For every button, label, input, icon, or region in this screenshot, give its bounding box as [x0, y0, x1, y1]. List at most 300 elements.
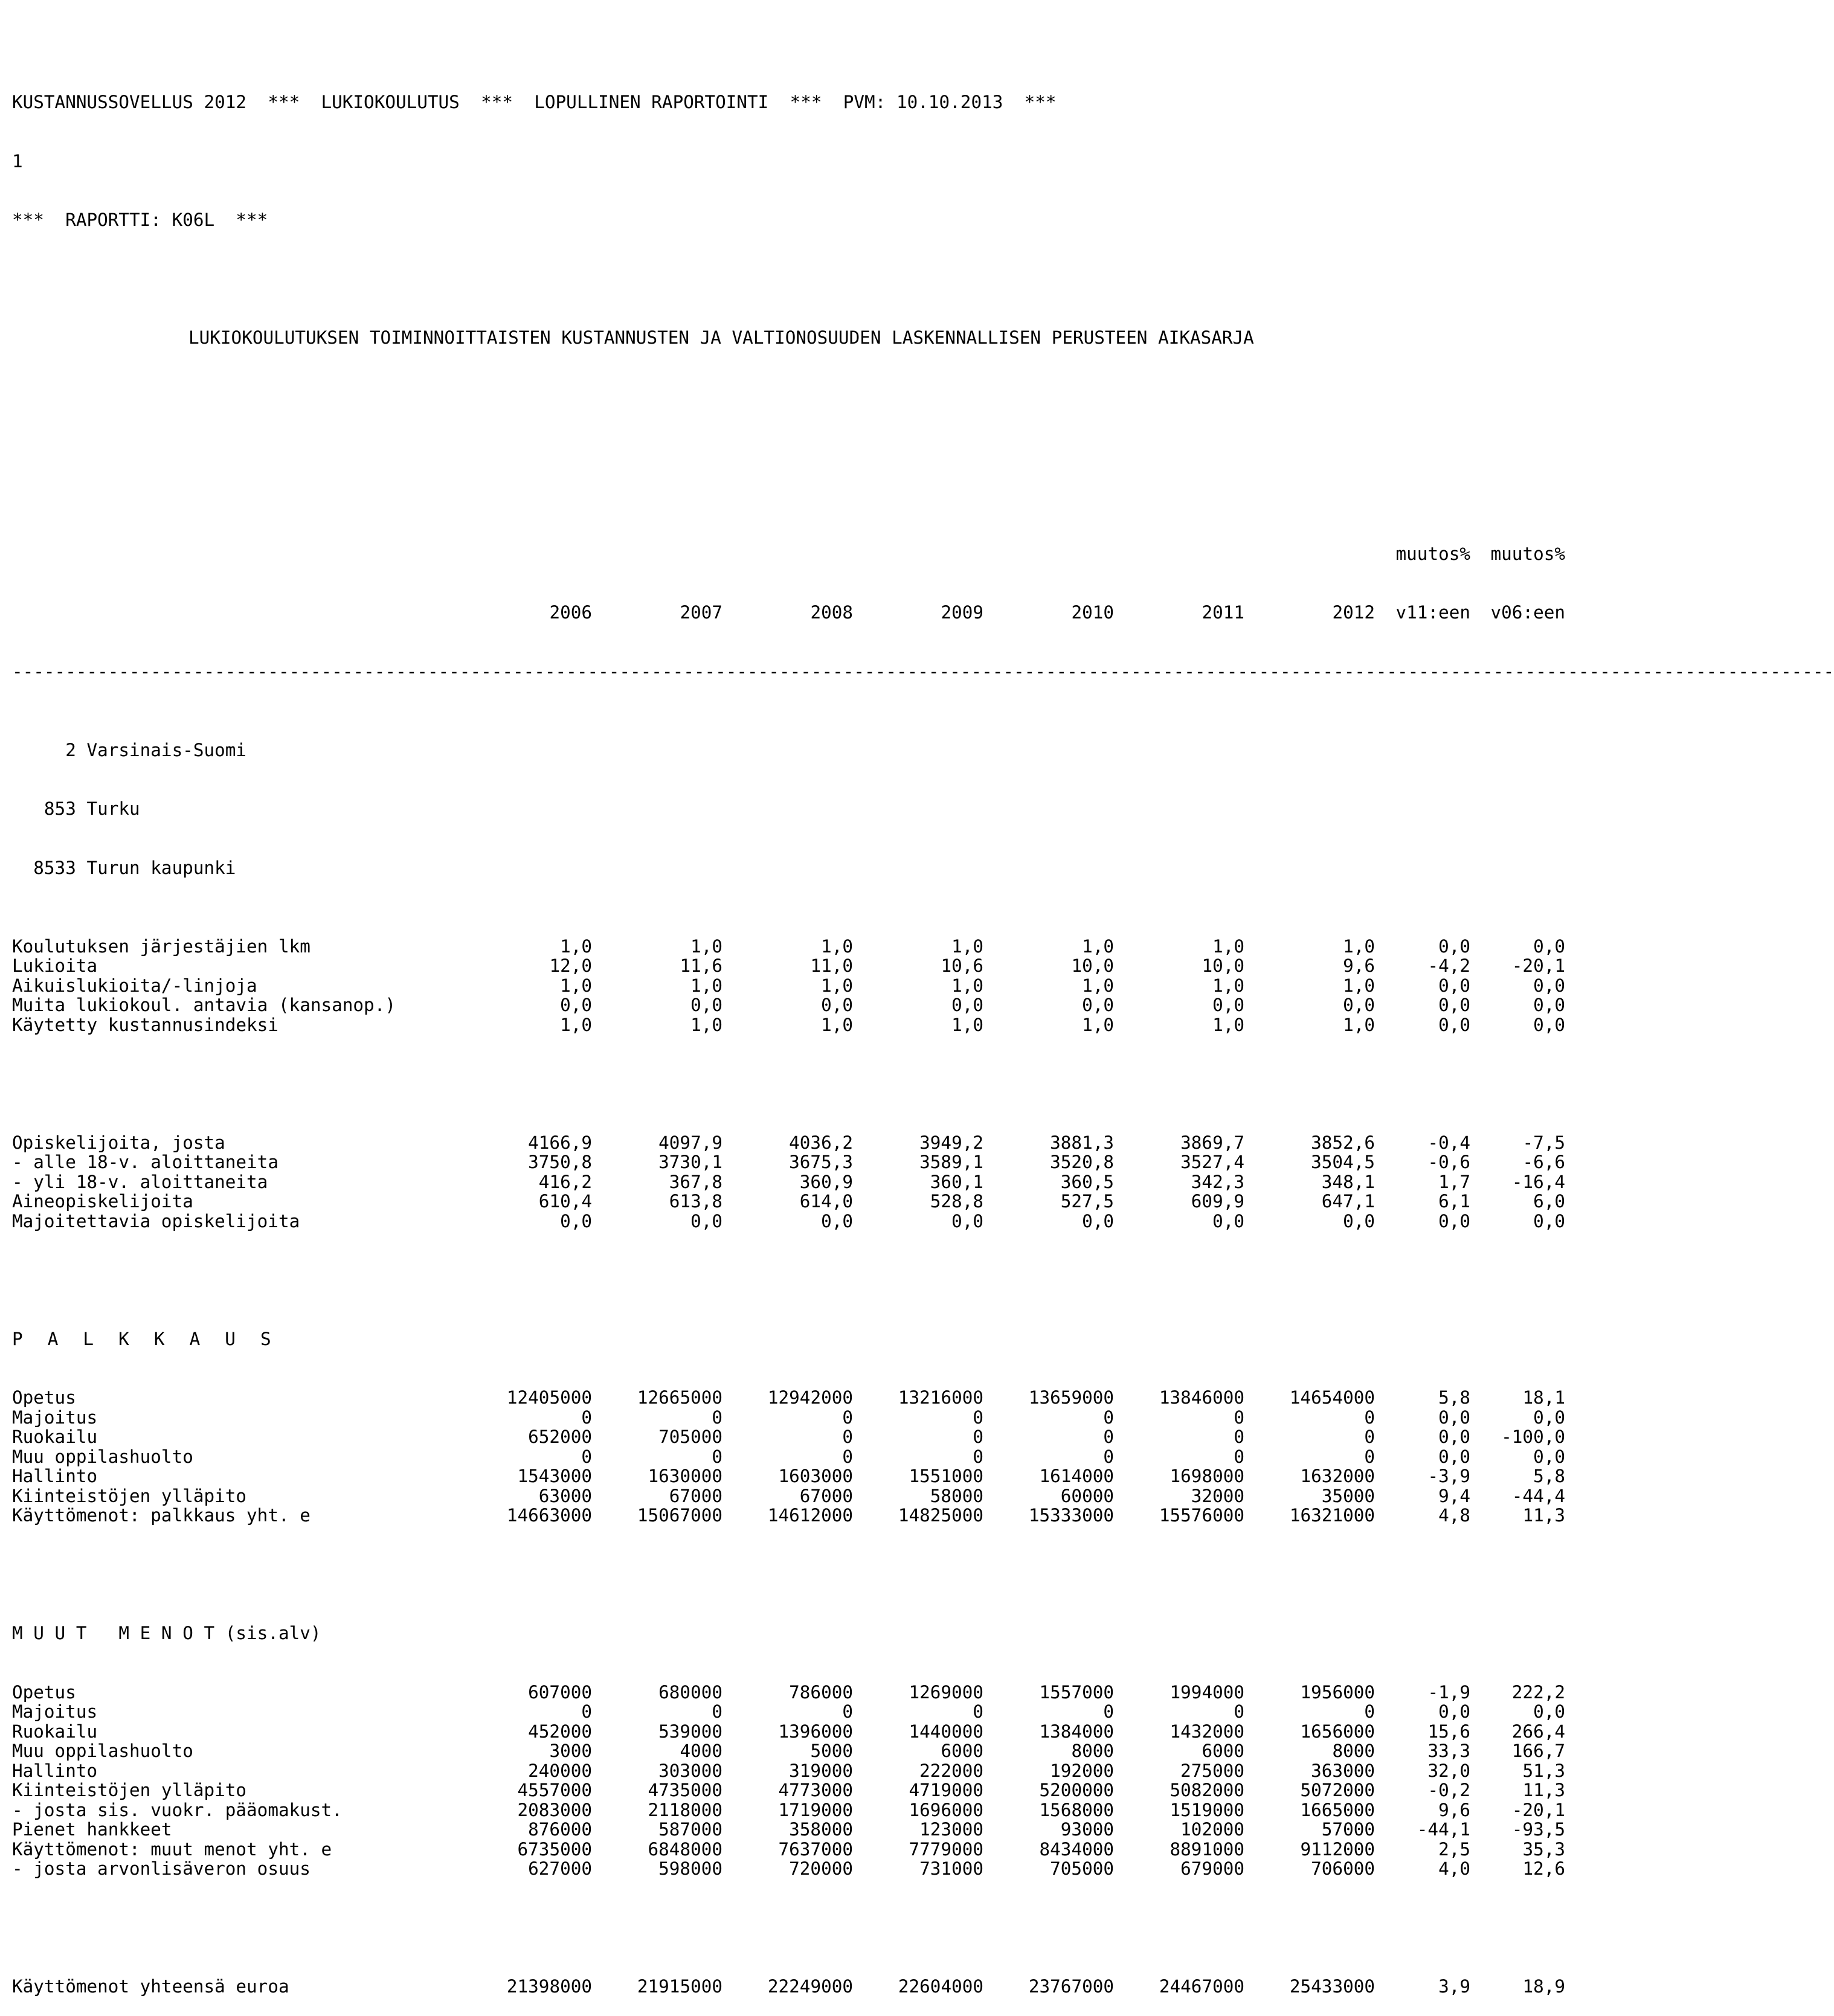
cell-value: 10,0: [1202, 955, 1244, 976]
cell-value: 1440000: [909, 1721, 983, 1742]
row-label: Hallinto: [12, 1760, 98, 1781]
total-row: [12, 1977, 1565, 1997]
cell-value: 0: [1364, 1407, 1375, 1428]
cell-value: -3,9: [1427, 1466, 1470, 1486]
cell-value: 1,0: [560, 936, 592, 957]
row-label: Muu oppilashuolto: [12, 1741, 193, 1761]
cell-value: 4557000: [517, 1780, 592, 1800]
cell-value: 0: [1103, 1407, 1114, 1428]
cell-value: 731000: [919, 1858, 983, 1879]
cell-value: 647,1: [1321, 1191, 1375, 1212]
cell-value: -6,6: [1522, 1152, 1565, 1172]
cell-value: 15333000: [1028, 1505, 1114, 1526]
year-col: 2012: [1332, 602, 1375, 623]
table-row: [12, 1741, 1565, 1761]
cell-value: 18,9: [1522, 1976, 1565, 1997]
cell-value: 679000: [1180, 1858, 1244, 1879]
row-label: Opetus: [12, 1681, 76, 1703]
cell-value: 1519000: [1170, 1799, 1244, 1820]
cell-value: 1696000: [909, 1799, 983, 1820]
cell-value: 5200000: [1039, 1780, 1114, 1800]
cell-value: 1,0: [690, 1014, 722, 1035]
cell-value: 6735000: [517, 1838, 592, 1860]
block-total: [12, 1977, 1565, 1997]
cell-value: 0,0: [560, 995, 592, 1015]
cell-value: -16,4: [1511, 1171, 1565, 1192]
cell-value: -20,1: [1511, 955, 1565, 976]
cell-value: 786000: [789, 1681, 853, 1703]
cell-value: 0,0: [1438, 1014, 1470, 1035]
cell-value: 5072000: [1300, 1780, 1375, 1800]
table-row: [12, 1212, 1565, 1231]
cell-value: 1269000: [909, 1681, 983, 1703]
block-muut-menot: [12, 1683, 1565, 1879]
row-label: Kiinteistöjen ylläpito: [12, 1780, 247, 1800]
cell-value: 1632000: [1300, 1466, 1375, 1486]
cell-value: 0,0: [1438, 1427, 1470, 1447]
cell-value: 3949,2: [919, 1132, 983, 1153]
row-label: Kiinteistöjen ylläpito: [12, 1485, 247, 1506]
cell-value: 1698000: [1170, 1466, 1244, 1486]
cell-value: 7779000: [909, 1838, 983, 1860]
cell-value: 0: [1364, 1446, 1375, 1467]
cell-value: 319000: [789, 1760, 853, 1781]
cell-value: -0,6: [1427, 1152, 1470, 1172]
cell-value: -4,2: [1427, 955, 1470, 976]
cell-value: 6,0: [1533, 1191, 1565, 1212]
cell-value: 1614000: [1039, 1466, 1114, 1486]
cell-value: 1,7: [1438, 1171, 1470, 1192]
cell-value: 11,3: [1522, 1780, 1565, 1800]
cell-value: 1,0: [821, 1014, 853, 1035]
cell-value: 9,4: [1438, 1485, 1470, 1506]
cell-value: 11,6: [680, 955, 722, 976]
cell-value: 13659000: [1028, 1387, 1114, 1408]
table-row: [12, 1840, 1565, 1860]
cell-value: 1396000: [778, 1721, 853, 1742]
region-line: 853 Turku: [12, 798, 140, 819]
cell-value: 0,0: [1438, 1407, 1470, 1428]
cell-value: 18,1: [1522, 1387, 1565, 1408]
cell-value: 1551000: [909, 1466, 983, 1486]
cell-value: 0: [973, 1446, 983, 1467]
row-label: Käytetty kustannusindeksi: [12, 1014, 278, 1035]
row-label: - alle 18-v. aloittaneita: [12, 1152, 278, 1172]
column-header: [12, 603, 1565, 623]
cell-value: 1432000: [1170, 1721, 1244, 1742]
cell-value: 5000: [810, 1741, 853, 1761]
cell-value: 102000: [1180, 1819, 1244, 1840]
table-row: [12, 1800, 1565, 1820]
table-row: [12, 1192, 1565, 1212]
cell-value: 0: [712, 1701, 722, 1722]
cell-value: 342,3: [1191, 1171, 1244, 1192]
cell-value: 598000: [658, 1858, 722, 1879]
cell-value: -0,2: [1427, 1780, 1470, 1800]
cell-value: 1,0: [690, 975, 722, 996]
row-label: Käyttömenot: palkkaus yht. e: [12, 1505, 310, 1526]
cell-value: 4719000: [909, 1780, 983, 1800]
cell-value: 93000: [1060, 1819, 1114, 1840]
table-row: [12, 1761, 1565, 1781]
cell-value: 0: [973, 1427, 983, 1447]
cell-value: 1568000: [1039, 1799, 1114, 1820]
cell-value: 8434000: [1039, 1838, 1114, 1860]
table-row: [12, 1506, 1565, 1526]
cell-value: 360,5: [1060, 1171, 1114, 1192]
cell-value: 5,8: [1438, 1387, 1470, 1408]
cell-value: 1,0: [951, 936, 983, 957]
cell-value: 0: [1103, 1446, 1114, 1467]
cell-value: 35000: [1321, 1485, 1375, 1506]
report: [12, 53, 1834, 2016]
block-basic-info: [12, 937, 1565, 1035]
cell-value: 1,0: [1343, 975, 1375, 996]
muutos1-top: muutos%: [1395, 543, 1470, 564]
row-label: Käyttömenot yhteensä euroa: [12, 1976, 289, 1997]
cell-value: 0,0: [951, 1210, 983, 1231]
cell-value: 14612000: [767, 1505, 853, 1526]
cell-value: 21915000: [637, 1976, 722, 1997]
cell-value: 3881,3: [1050, 1132, 1114, 1153]
cell-value: 1956000: [1300, 1681, 1375, 1703]
table-row: [12, 956, 1565, 976]
table-row: [12, 976, 1565, 996]
cell-value: 1,0: [560, 1014, 592, 1035]
table-row: [12, 1152, 1565, 1172]
row-label: Opetus: [12, 1387, 76, 1408]
year-col: 2009: [941, 602, 983, 623]
cell-value: 3520,8: [1050, 1152, 1114, 1172]
cell-value: 0: [842, 1407, 853, 1428]
cell-value: 24467000: [1159, 1976, 1244, 1997]
header-line-3: *** RAPORTTI: K06L ***: [12, 210, 268, 230]
cell-value: 4,0: [1438, 1858, 1470, 1879]
cell-value: 527,5: [1060, 1191, 1114, 1212]
cell-value: 0,0: [1533, 1014, 1565, 1035]
cell-value: 539000: [658, 1721, 722, 1742]
cell-value: 1,0: [821, 975, 853, 996]
cell-value: 7637000: [778, 1838, 853, 1860]
cell-value: 222000: [919, 1760, 983, 1781]
cell-value: 6000: [1202, 1741, 1244, 1761]
table-row: [12, 937, 1565, 957]
cell-value: -1,9: [1427, 1681, 1470, 1703]
cell-value: 15576000: [1159, 1505, 1244, 1526]
muutos1-col: v11:een: [1395, 602, 1470, 623]
cell-value: 67000: [669, 1485, 722, 1506]
cell-value: 0: [712, 1407, 722, 1428]
cell-value: -7,5: [1522, 1132, 1565, 1153]
cell-value: 21398000: [506, 1976, 592, 1997]
cell-value: 14663000: [506, 1505, 592, 1526]
cell-value: 6848000: [648, 1838, 722, 1860]
row-label: Majoitettavia opiskelijoita: [12, 1210, 300, 1231]
row-label: Hallinto: [12, 1466, 98, 1486]
cell-value: 0: [1234, 1446, 1244, 1467]
region-line: 8533 Turun kaupunki: [12, 857, 236, 878]
cell-value: 266,4: [1511, 1721, 1565, 1742]
row-label: Aikuislukioita/-linjoja: [12, 975, 257, 996]
cell-value: 4773000: [778, 1780, 853, 1800]
cell-value: 240000: [528, 1760, 592, 1781]
cell-value: 720000: [789, 1858, 853, 1879]
cell-value: 12,0: [549, 955, 592, 976]
table-row: [12, 1447, 1565, 1467]
cell-value: 587000: [658, 1819, 722, 1840]
cell-value: 1994000: [1170, 1681, 1244, 1703]
cell-value: 5,8: [1533, 1466, 1565, 1486]
cell-value: 0,0: [1212, 995, 1244, 1015]
row-label: - josta sis. vuokr. pääomakust.: [12, 1799, 343, 1820]
cell-value: 360,1: [930, 1171, 983, 1192]
cell-value: 876000: [528, 1819, 592, 1840]
table-row: [12, 1820, 1565, 1840]
cell-value: 4097,9: [658, 1132, 722, 1153]
cell-value: 4000: [680, 1741, 722, 1761]
cell-value: 58000: [930, 1485, 983, 1506]
row-label: Käyttömenot: muut menot yht. e: [12, 1838, 332, 1860]
cell-value: 363000: [1311, 1760, 1375, 1781]
cell-value: 0,0: [1438, 1701, 1470, 1722]
cell-value: 8000: [1332, 1741, 1375, 1761]
cell-value: 3869,7: [1180, 1132, 1244, 1153]
cell-value: 1,0: [1082, 936, 1114, 957]
year-col: 2011: [1202, 602, 1244, 623]
cell-value: 1,0: [951, 1014, 983, 1035]
cell-value: 0,0: [1082, 995, 1114, 1015]
cell-value: 11,3: [1522, 1505, 1565, 1526]
cell-value: 67000: [799, 1485, 853, 1506]
cell-value: 0,0: [1533, 975, 1565, 996]
table-row: [12, 1859, 1565, 1879]
cell-value: 1,0: [1343, 1014, 1375, 1035]
cell-value: 35,3: [1522, 1838, 1565, 1860]
cell-value: 0: [1364, 1701, 1375, 1722]
cell-value: 0,0: [1533, 1407, 1565, 1428]
row-label: Muita lukiokoul. antavia (kansanop.): [12, 995, 396, 1015]
cell-value: 0: [973, 1701, 983, 1722]
cell-value: 1,0: [821, 936, 853, 957]
cell-value: 0,0: [1438, 1446, 1470, 1467]
cell-value: -20,1: [1511, 1799, 1565, 1820]
cell-value: 4036,2: [789, 1132, 853, 1153]
cell-value: 13846000: [1159, 1387, 1244, 1408]
cell-value: 3589,1: [919, 1152, 983, 1172]
cell-value: 222,2: [1511, 1681, 1565, 1703]
table-row: [12, 1466, 1565, 1486]
cell-value: 3730,1: [658, 1152, 722, 1172]
cell-value: 33,3: [1427, 1741, 1470, 1761]
row-label: Opiskelijoita, josta: [12, 1132, 225, 1153]
cell-value: 1,0: [1212, 975, 1244, 996]
year-col: 2008: [810, 602, 853, 623]
cell-value: 358000: [789, 1819, 853, 1840]
cell-value: 57000: [1321, 1819, 1375, 1840]
cell-value: 15,6: [1427, 1721, 1470, 1742]
cell-value: 60000: [1060, 1485, 1114, 1506]
cell-value: 5082000: [1170, 1780, 1244, 1800]
cell-value: 11,0: [810, 955, 853, 976]
cell-value: 23767000: [1028, 1976, 1114, 1997]
cell-value: 0,0: [560, 1210, 592, 1231]
cell-value: 1665000: [1300, 1799, 1375, 1820]
cell-value: 3000: [549, 1741, 592, 1761]
cell-value: 123000: [919, 1819, 983, 1840]
cell-value: 0: [1103, 1701, 1114, 1722]
cell-value: 1603000: [778, 1466, 853, 1486]
row-label: Lukioita: [12, 955, 98, 976]
cell-value: 12665000: [637, 1387, 722, 1408]
cell-value: 51,3: [1522, 1760, 1565, 1781]
cell-value: -100,0: [1501, 1427, 1565, 1447]
cell-value: 4735000: [648, 1780, 722, 1800]
cell-value: 275000: [1180, 1760, 1244, 1781]
cell-value: 0: [1234, 1427, 1244, 1447]
cell-value: 6,1: [1438, 1191, 1470, 1212]
cell-value: 0,0: [690, 1210, 722, 1231]
muutos2-top: muutos%: [1490, 543, 1565, 564]
cell-value: 1719000: [778, 1799, 853, 1820]
cell-value: 4,8: [1438, 1505, 1470, 1526]
table-row: [12, 1722, 1565, 1742]
cell-value: 0,0: [1212, 1210, 1244, 1231]
cell-value: 1,0: [1082, 1014, 1114, 1035]
cell-value: 8000: [1071, 1741, 1114, 1761]
cell-value: 12942000: [767, 1387, 853, 1408]
cell-value: 0,0: [1343, 1210, 1375, 1231]
cell-value: 0,0: [1438, 936, 1470, 957]
cell-value: 25433000: [1289, 1976, 1375, 1997]
cell-value: 1,0: [690, 936, 722, 957]
muutos2-col: v06:een: [1490, 602, 1565, 623]
cell-value: 680000: [658, 1681, 722, 1703]
cell-value: 0: [1103, 1427, 1114, 1447]
row-label: Ruokailu: [12, 1427, 98, 1447]
cell-value: 652000: [528, 1427, 592, 1447]
cell-value: 0: [1234, 1701, 1244, 1722]
report-title: LUKIOKOULUTUKSEN TOIMINNOITTAISTEN KUSTANNUSTEN JA VALTIONOSUUDEN LASKENNALLISEN PERUSTEEN AIKASARJA: [188, 327, 1254, 348]
table-row: [12, 1780, 1565, 1800]
row-label: Muu oppilashuolto: [12, 1446, 193, 1467]
cell-value: 32,0: [1427, 1760, 1470, 1781]
cell-value: 8891000: [1170, 1838, 1244, 1860]
cell-value: 3,9: [1438, 1976, 1470, 1997]
cell-value: 0: [842, 1427, 853, 1447]
row-label: Ruokailu: [12, 1721, 98, 1742]
block-students: [12, 1133, 1565, 1231]
cell-value: 16321000: [1289, 1505, 1375, 1526]
cell-value: 10,0: [1071, 955, 1114, 976]
row-label: Pienet hankkeet: [12, 1819, 172, 1840]
cell-value: 705000: [658, 1427, 722, 1447]
region-line: 2 Varsinais-Suomi: [12, 739, 247, 760]
cell-value: 4166,9: [528, 1132, 592, 1153]
cell-value: -93,5: [1511, 1819, 1565, 1840]
cell-value: 9,6: [1438, 1799, 1470, 1820]
cell-value: 10,6: [941, 955, 983, 976]
cell-value: 3527,4: [1180, 1152, 1244, 1172]
cell-value: 32000: [1191, 1485, 1244, 1506]
cell-value: 0,0: [951, 995, 983, 1015]
cell-value: 0,0: [1438, 975, 1470, 996]
cell-value: 303000: [658, 1760, 722, 1781]
cell-value: 0,0: [1533, 995, 1565, 1015]
cell-value: 15067000: [637, 1505, 722, 1526]
row-label: Aineopiskelijoita: [12, 1191, 193, 1212]
header-line-2: 1: [12, 150, 23, 172]
cell-value: 2083000: [517, 1799, 592, 1820]
cell-value: 9,6: [1343, 955, 1375, 976]
cell-value: 1,0: [1212, 936, 1244, 957]
cell-value: 1,0: [1082, 975, 1114, 996]
cell-value: 1543000: [517, 1466, 592, 1486]
cell-value: 0: [973, 1407, 983, 1428]
table-row: [12, 995, 1565, 1015]
table-row: [12, 1427, 1565, 1447]
cell-value: 0: [1364, 1427, 1375, 1447]
cell-value: 705000: [1050, 1858, 1114, 1879]
cell-value: 14825000: [898, 1505, 983, 1526]
row-label: Majoitus: [12, 1701, 98, 1722]
table-row: [12, 1388, 1565, 1408]
row-label: Majoitus: [12, 1407, 98, 1428]
table-row: [12, 1172, 1565, 1192]
table-row: [12, 1133, 1565, 1153]
cell-value: 3504,5: [1311, 1152, 1375, 1172]
cell-value: 0: [581, 1407, 592, 1428]
cell-value: 2118000: [648, 1799, 722, 1820]
table-row: [12, 1683, 1565, 1703]
cell-value: 452000: [528, 1721, 592, 1742]
table-row: [12, 1408, 1565, 1428]
row-label: Koulutuksen järjestäjien lkm: [12, 936, 310, 957]
cell-value: 3750,8: [528, 1152, 592, 1172]
block-palkkaus: [12, 1388, 1565, 1526]
cell-value: 627000: [528, 1858, 592, 1879]
cell-value: -44,4: [1511, 1485, 1565, 1506]
cell-value: 14654000: [1289, 1387, 1375, 1408]
column-header-top: [12, 544, 1565, 564]
cell-value: 348,1: [1321, 1171, 1375, 1192]
cell-value: 0,0: [1082, 1210, 1114, 1231]
cell-value: 1656000: [1300, 1721, 1375, 1742]
header-line-1: KUSTANNUSSOVELLUS 2012 *** LUKIOKOULUTUS *** LOPULLINEN RAPORTOINTI *** PVM: 10.10.2013 ***: [12, 92, 1057, 112]
cell-value: 0: [1234, 1407, 1244, 1428]
cell-value: 609,9: [1191, 1191, 1244, 1212]
table-row: [12, 1702, 1565, 1722]
cell-value: 0,0: [1438, 1210, 1470, 1231]
cell-value: 0,0: [1533, 1701, 1565, 1722]
year-col: 2010: [1071, 602, 1114, 623]
cell-value: 0: [581, 1701, 592, 1722]
cell-value: 22604000: [898, 1976, 983, 1997]
cell-value: 0: [842, 1701, 853, 1722]
cell-value: 0: [712, 1446, 722, 1467]
cell-value: 0,0: [1533, 1210, 1565, 1231]
section-heading-muut-menot: M U U T M E N O T (sis.alv): [12, 1623, 321, 1643]
cell-value: -0,4: [1427, 1132, 1470, 1153]
cell-value: 0,0: [821, 995, 853, 1015]
cell-value: 1630000: [648, 1466, 722, 1486]
cell-value: 0: [581, 1446, 592, 1467]
cell-value: 528,8: [930, 1191, 983, 1212]
table-row: [12, 1486, 1565, 1506]
cell-value: 613,8: [669, 1191, 722, 1212]
cell-value: 0,0: [1343, 995, 1375, 1015]
cell-value: 416,2: [538, 1171, 592, 1192]
cell-value: 166,7: [1511, 1741, 1565, 1761]
